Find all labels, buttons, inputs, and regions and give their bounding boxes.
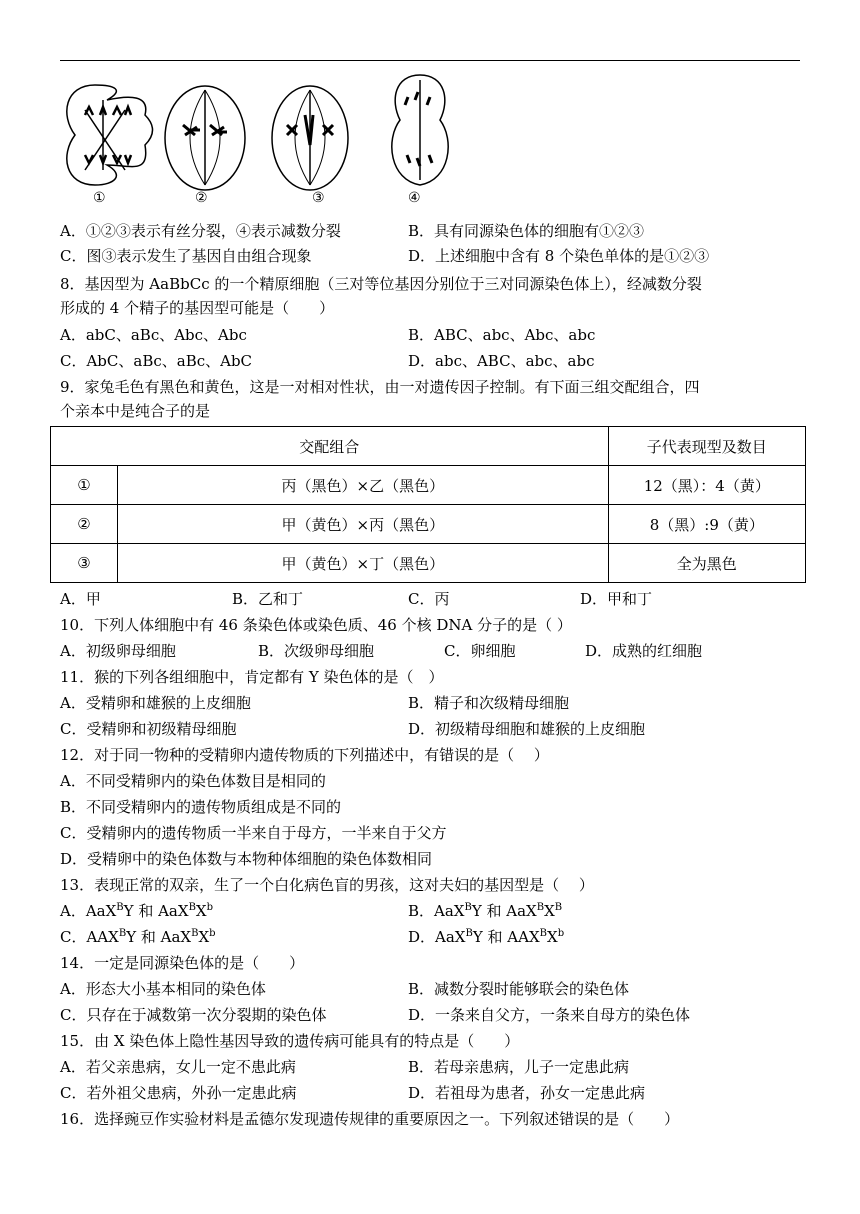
q10-option-b: B．次级卵母细胞 [258, 642, 375, 660]
q13-option-d: D．AaX$^B$Y 和 $AAX^BX^b$ [408, 928, 565, 946]
table-header-cross: 交配组合 [51, 427, 609, 466]
table-header-result: 子代表现型及数目 [608, 427, 805, 466]
q7-option-c: C．图③表示发生了基因自由组合现象 [60, 247, 312, 265]
q10-stem: 10．下列人体细胞中有 46 条染色体或染色质、46 个核 DNA 分子的是（ ） [60, 616, 572, 634]
q15-option-c: C．若外祖父患病，外孙一定患此病 [60, 1084, 297, 1102]
q9-stem-line-1: 9．家兔毛色有黑色和黄色，这是一对相对性状，由一对遗传因子控制。有下面三组交配组合，四 [60, 378, 700, 396]
header-rule [60, 60, 800, 61]
q7-option-b: B．具有同源染色体的细胞有①②③ [408, 222, 645, 240]
table-row [51, 544, 806, 583]
q12-option-c: C．受精卵内的遗传物质一半来自于母方，一半来自于父方 [60, 824, 447, 842]
q9-option-a: A．甲 [60, 590, 101, 608]
table-header-row [51, 427, 806, 466]
table-cell-result: 12（黑）：4（黄） [608, 466, 805, 505]
q11-option-b: B．精子和次级精母细胞 [408, 694, 570, 712]
q9-option-b: B．乙和丁 [232, 590, 304, 608]
q13-option-a: A．AaX$^B$Y 和 $AaX^BX^b$ [60, 902, 214, 920]
table-cell-cross: 甲（黄色）×丁（黑色） [118, 544, 609, 583]
q8-stem-line-2: 形成的 4 个精子的基因型可能是（ ） [60, 299, 335, 317]
q8-option-b: B．ABC、abc、Abc、abc [408, 326, 596, 344]
q9-option-c: C．丙 [408, 590, 450, 608]
q9-cross-table [50, 426, 806, 583]
q15-option-d: D．若祖母为患者，孙女一定患此病 [408, 1084, 646, 1102]
cell-label-4: ④ [408, 190, 421, 206]
q10-option-a: A．初级卵母细胞 [60, 642, 176, 660]
q12-option-d: D．受精卵中的染色体数与本物种体细胞的染色体数相同 [60, 850, 433, 868]
cell-2-drawing [165, 86, 245, 190]
cell-3-drawing [272, 86, 348, 190]
q14-stem: 14．一定是同源染色体的是（ ） [60, 954, 305, 972]
q14-option-b: B．减数分裂时能够联会的染色体 [408, 980, 630, 998]
table-cell-result: 全为黑色 [608, 544, 805, 583]
q14-option-a: A．形态大小基本相同的染色体 [60, 980, 266, 998]
q11-option-a: A．受精卵和雄猴的上皮细胞 [60, 694, 251, 712]
q13-option-b: B．AaX$^B$Y 和 $AaX^BX^B$ [408, 902, 563, 920]
table-cell-cross: 甲（黄色）×丙（黑色） [118, 505, 609, 544]
q12-option-a: A．不同受精卵内的染色体数目是相同的 [60, 772, 326, 790]
q14-option-c: C．只存在于减数第一次分裂期的染色体 [60, 1006, 327, 1024]
table-cell-num: ① [51, 466, 118, 505]
cell-label-1: ① [93, 190, 106, 206]
q12-option-b: B．不同受精卵内的遗传物质组成是不同的 [60, 798, 342, 816]
q11-option-c: C．受精卵和初级精母细胞 [60, 720, 237, 738]
cell-label-2: ② [195, 190, 208, 206]
cell-4-drawing [392, 75, 448, 185]
q15-option-b: B．若母亲患病，儿子一定患此病 [408, 1058, 630, 1076]
q13-option-c: C．$AAX^BY$ 和 $AaX^BX^b$ [60, 928, 216, 946]
table-cell-num: ② [51, 505, 118, 544]
q15-stem: 15．由 X 染色体上隐性基因导致的遗传病可能具有的特点是（ ） [60, 1032, 520, 1050]
table-cell-num: ③ [51, 544, 118, 583]
q14-option-d: D．一条来自父方，一条来自母方的染色体 [408, 1006, 691, 1024]
q15-option-a: A．若父亲患病，女儿一定不患此病 [60, 1058, 296, 1076]
q10-option-d: D．成熟的红细胞 [585, 642, 703, 660]
q16-stem: 16．选择豌豆作实验材料是孟德尔发现遗传规律的重要原因之一。下列叙述错误的是（ ） [60, 1110, 680, 1128]
q8-option-c: C．AbC、aBc、aBc、AbC [60, 352, 253, 370]
q8-option-a: A．abC、aBc、Abc、Abc [60, 326, 247, 344]
q7-option-d: D．上述细胞中含有 8 个染色单体的是①②③ [408, 247, 710, 265]
q9-option-d: D．甲和丁 [580, 590, 653, 608]
q11-option-d: D．初级精母细胞和雄猴的上皮细胞 [408, 720, 646, 738]
table-cell-result: 8（黑）:9（黄） [608, 505, 805, 544]
table-cell-cross: 丙（黑色）×乙（黑色） [118, 466, 609, 505]
q10-option-c: C．卵细胞 [444, 642, 516, 660]
q13-stem: 13．表现正常的双亲，生了一个白化病色盲的男孩，这对夫妇的基因型是（ ） [60, 876, 594, 894]
cell-label-3: ③ [312, 190, 325, 206]
cell-1-drawing [67, 85, 153, 185]
q12-stem: 12．对于同一物种的受精卵内遗传物质的下列描述中，有错误的是（ ） [60, 746, 549, 764]
q8-stem-line-1: 8．基因型为 AaBbCc 的一个精原细胞（三对等位基因分别位于三对同源染色体上），经减数分裂 [60, 275, 702, 293]
q9-stem-line-2: 个亲本中是纯合子的是 [60, 402, 211, 420]
q11-stem: 11．猴的下列各组细胞中，肯定都有 Y 染色体的是（ ） [60, 668, 444, 686]
table-row [51, 466, 806, 505]
q8-option-d: D．abc、ABC、abc、abc [408, 352, 595, 370]
table-row [51, 505, 806, 544]
q7-option-a: A．①②③表示有丝分裂，④表示减数分裂 [60, 222, 341, 240]
